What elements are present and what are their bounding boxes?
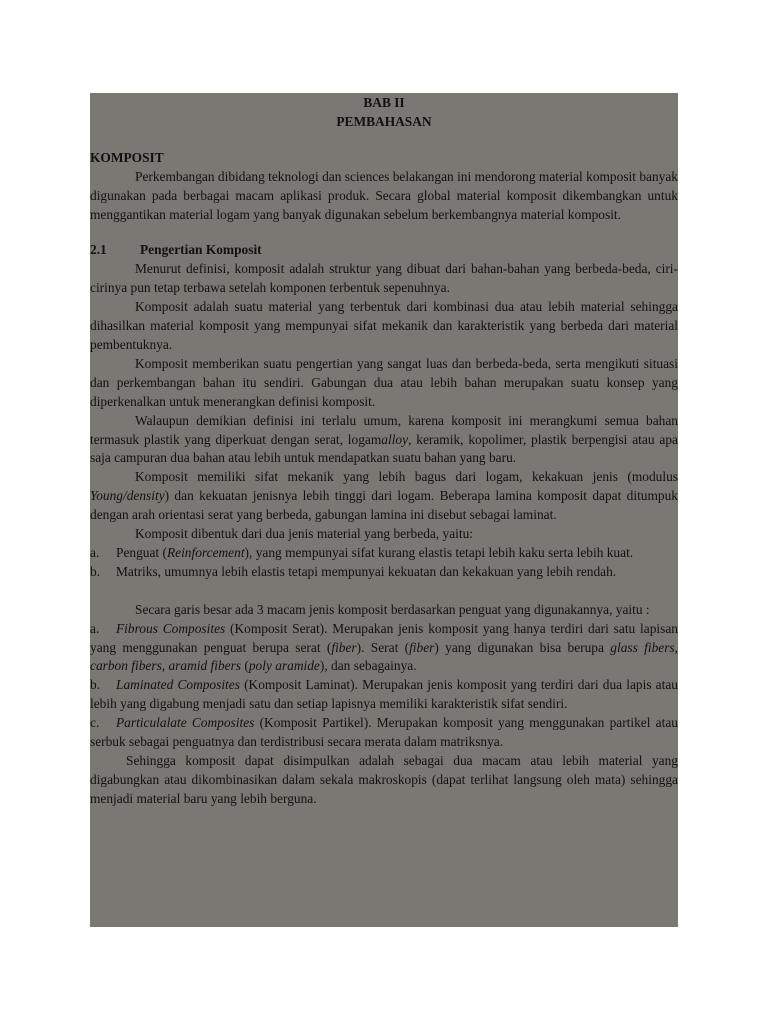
chapter-title: PEMBAHASAN <box>336 113 432 129</box>
list-item <box>90 714 678 752</box>
list-item <box>90 544 678 563</box>
text-run: , keramik, kopolimer, plastik berpengisi atau apa saja campuran dua bahan atau lebih untuk mendapatkan suatu bahan yang baru. <box>90 431 678 466</box>
text-run: ), dan sebagainya. <box>319 658 417 674</box>
subsection-title: Pengertian Komposit <box>140 242 262 258</box>
list-item <box>90 563 678 582</box>
text-run: ), yang mempunyai sifat kurang elastis tetapi lebih kaku serta lebih kuat. <box>244 544 634 560</box>
paragraph-types: Secara garis besar ada 3 macam jenis komposit berdasarkan penguat yang digunakannya, yaitu : <box>135 601 650 617</box>
document-content <box>90 93 678 809</box>
text-run: ). Serat ( <box>356 639 410 655</box>
text-run: Walaupun demikian definisi ini terlalu umum, karena komposit ini merangkumi semua bahan termasuk plastik yang diperkuat dengan serat, logam <box>90 412 678 447</box>
text-run: ( <box>241 658 249 674</box>
italic-run: fiber <box>409 639 435 655</box>
text-run: Matriks, umumnya lebih elastis tetapi mempunyai kekuatan dan kekakuan yang lebih rendah. <box>116 563 617 579</box>
intro-paragraph: Perkembangan dibidang teknologi dan sciences belakangan ini mendorong material komposit banyak digunakan pada berbagai macam aplikasi produk. Secara global material komposit dikembangkan untuk menggantikan material logam yang banyak digunakan sebelum berkembangnya material komposit. <box>90 168 678 222</box>
text-run: Penguat ( <box>116 544 167 560</box>
text-run: (Komposit Partikel). Merupakan komposit yang menggunakan partikel atau serbuk sebagai penguatnya dan terdistribusi secara merata dalam matriksnya. <box>90 715 678 750</box>
paragraph-definition: Menurut definisi, komposit adalah struktur yang dibuat dari bahan-bahan yang berbeda-beda, ciri-cirinya pun tetap terbawa setelah komponen terbentuk sepenuhnya. <box>90 261 678 296</box>
paragraph-conclusion: Sehingga komposit dapat disimpulkan adalah sebagai dua macam atau lebih material yang digabungkan atau dikombinasikan dalam sekala makroskopis (dapat terlihat langsung oleh mata) sehingga menjadi material baru yang lebih berguna. <box>90 753 678 806</box>
italic-run: Particulalate Composites <box>116 715 255 731</box>
text-run: (Komposit Laminat). Merupakan jenis komposit yang terdiri dari dua lapis atau lebih yang digabung menjadi satu dan setiap lapisnya memiliki karakteristik sifat sendiri. <box>90 677 678 712</box>
paragraph-meaning: Komposit memberikan suatu pengertian yang sangat luas dan berbeda-beda, serta mengikuti situasi dan perkembangan bahan itu sendiri. Gabungan dua atau lebih bahan merupakan suatu konsep yang diperkenalkan untuk menerangkan definisi komposit. <box>90 355 678 409</box>
italic-run: Reinforcement <box>166 544 245 560</box>
list-marker: a. <box>90 544 100 560</box>
paragraph-properties <box>90 468 678 525</box>
list-marker: b. <box>90 563 101 579</box>
text-run: ) dan kekuatan jenisnya lebih tinggi dari logam. Beberapa lamina komposit dapat ditumpuk dengan arah orientasi serat yang berbeda, gabungan lamina ini disebut sebagai laminat. <box>90 488 678 523</box>
italic-run: Fibrous Composites <box>116 620 226 636</box>
italic-run: poly aramide <box>248 658 320 674</box>
italic-run: fiber <box>331 639 357 655</box>
list-marker: a. <box>90 620 100 636</box>
paragraph-materials: Komposit dibentuk dari dua jenis material yang berbeda, yaitu: <box>135 526 474 542</box>
chapter-label: BAB II <box>363 95 405 110</box>
paragraph-combination: Komposit adalah suatu material yang terbentuk dari kombinasi dua atau lebih material sehingga dihasilkan material komposit yang mempunyai sifat mekanik dan karakteristik yang berbeda dari material pembentuknya. <box>90 299 678 352</box>
paragraph-general <box>90 412 678 469</box>
list-marker: b. <box>90 677 101 693</box>
section-heading: KOMPOSIT <box>90 149 164 165</box>
text-run: Komposit memiliki sifat mekanik yang lebih bagus dari logam, kekakuan jenis (modulus <box>135 469 678 485</box>
text-run: (Komposit Serat). Merupakan jenis komposit yang hanya terdiri dari satu lapisan yang menggunakan penguat berupa serat ( <box>90 620 678 655</box>
subsection-number: 2.1 <box>90 242 107 258</box>
subsection-heading <box>90 241 678 260</box>
italic-run: glass fibers, carbon fibers, aramid fibers <box>90 639 678 674</box>
list-marker: c. <box>90 715 100 731</box>
list-item <box>90 620 678 677</box>
text-run: ) yang digunakan bisa berupa <box>434 639 611 655</box>
document-page <box>90 93 678 927</box>
italic-run: Young/density <box>90 488 165 504</box>
italic-run: Laminated Composites <box>116 677 240 693</box>
italic-run: alloy <box>381 431 409 447</box>
list-item <box>90 676 678 714</box>
